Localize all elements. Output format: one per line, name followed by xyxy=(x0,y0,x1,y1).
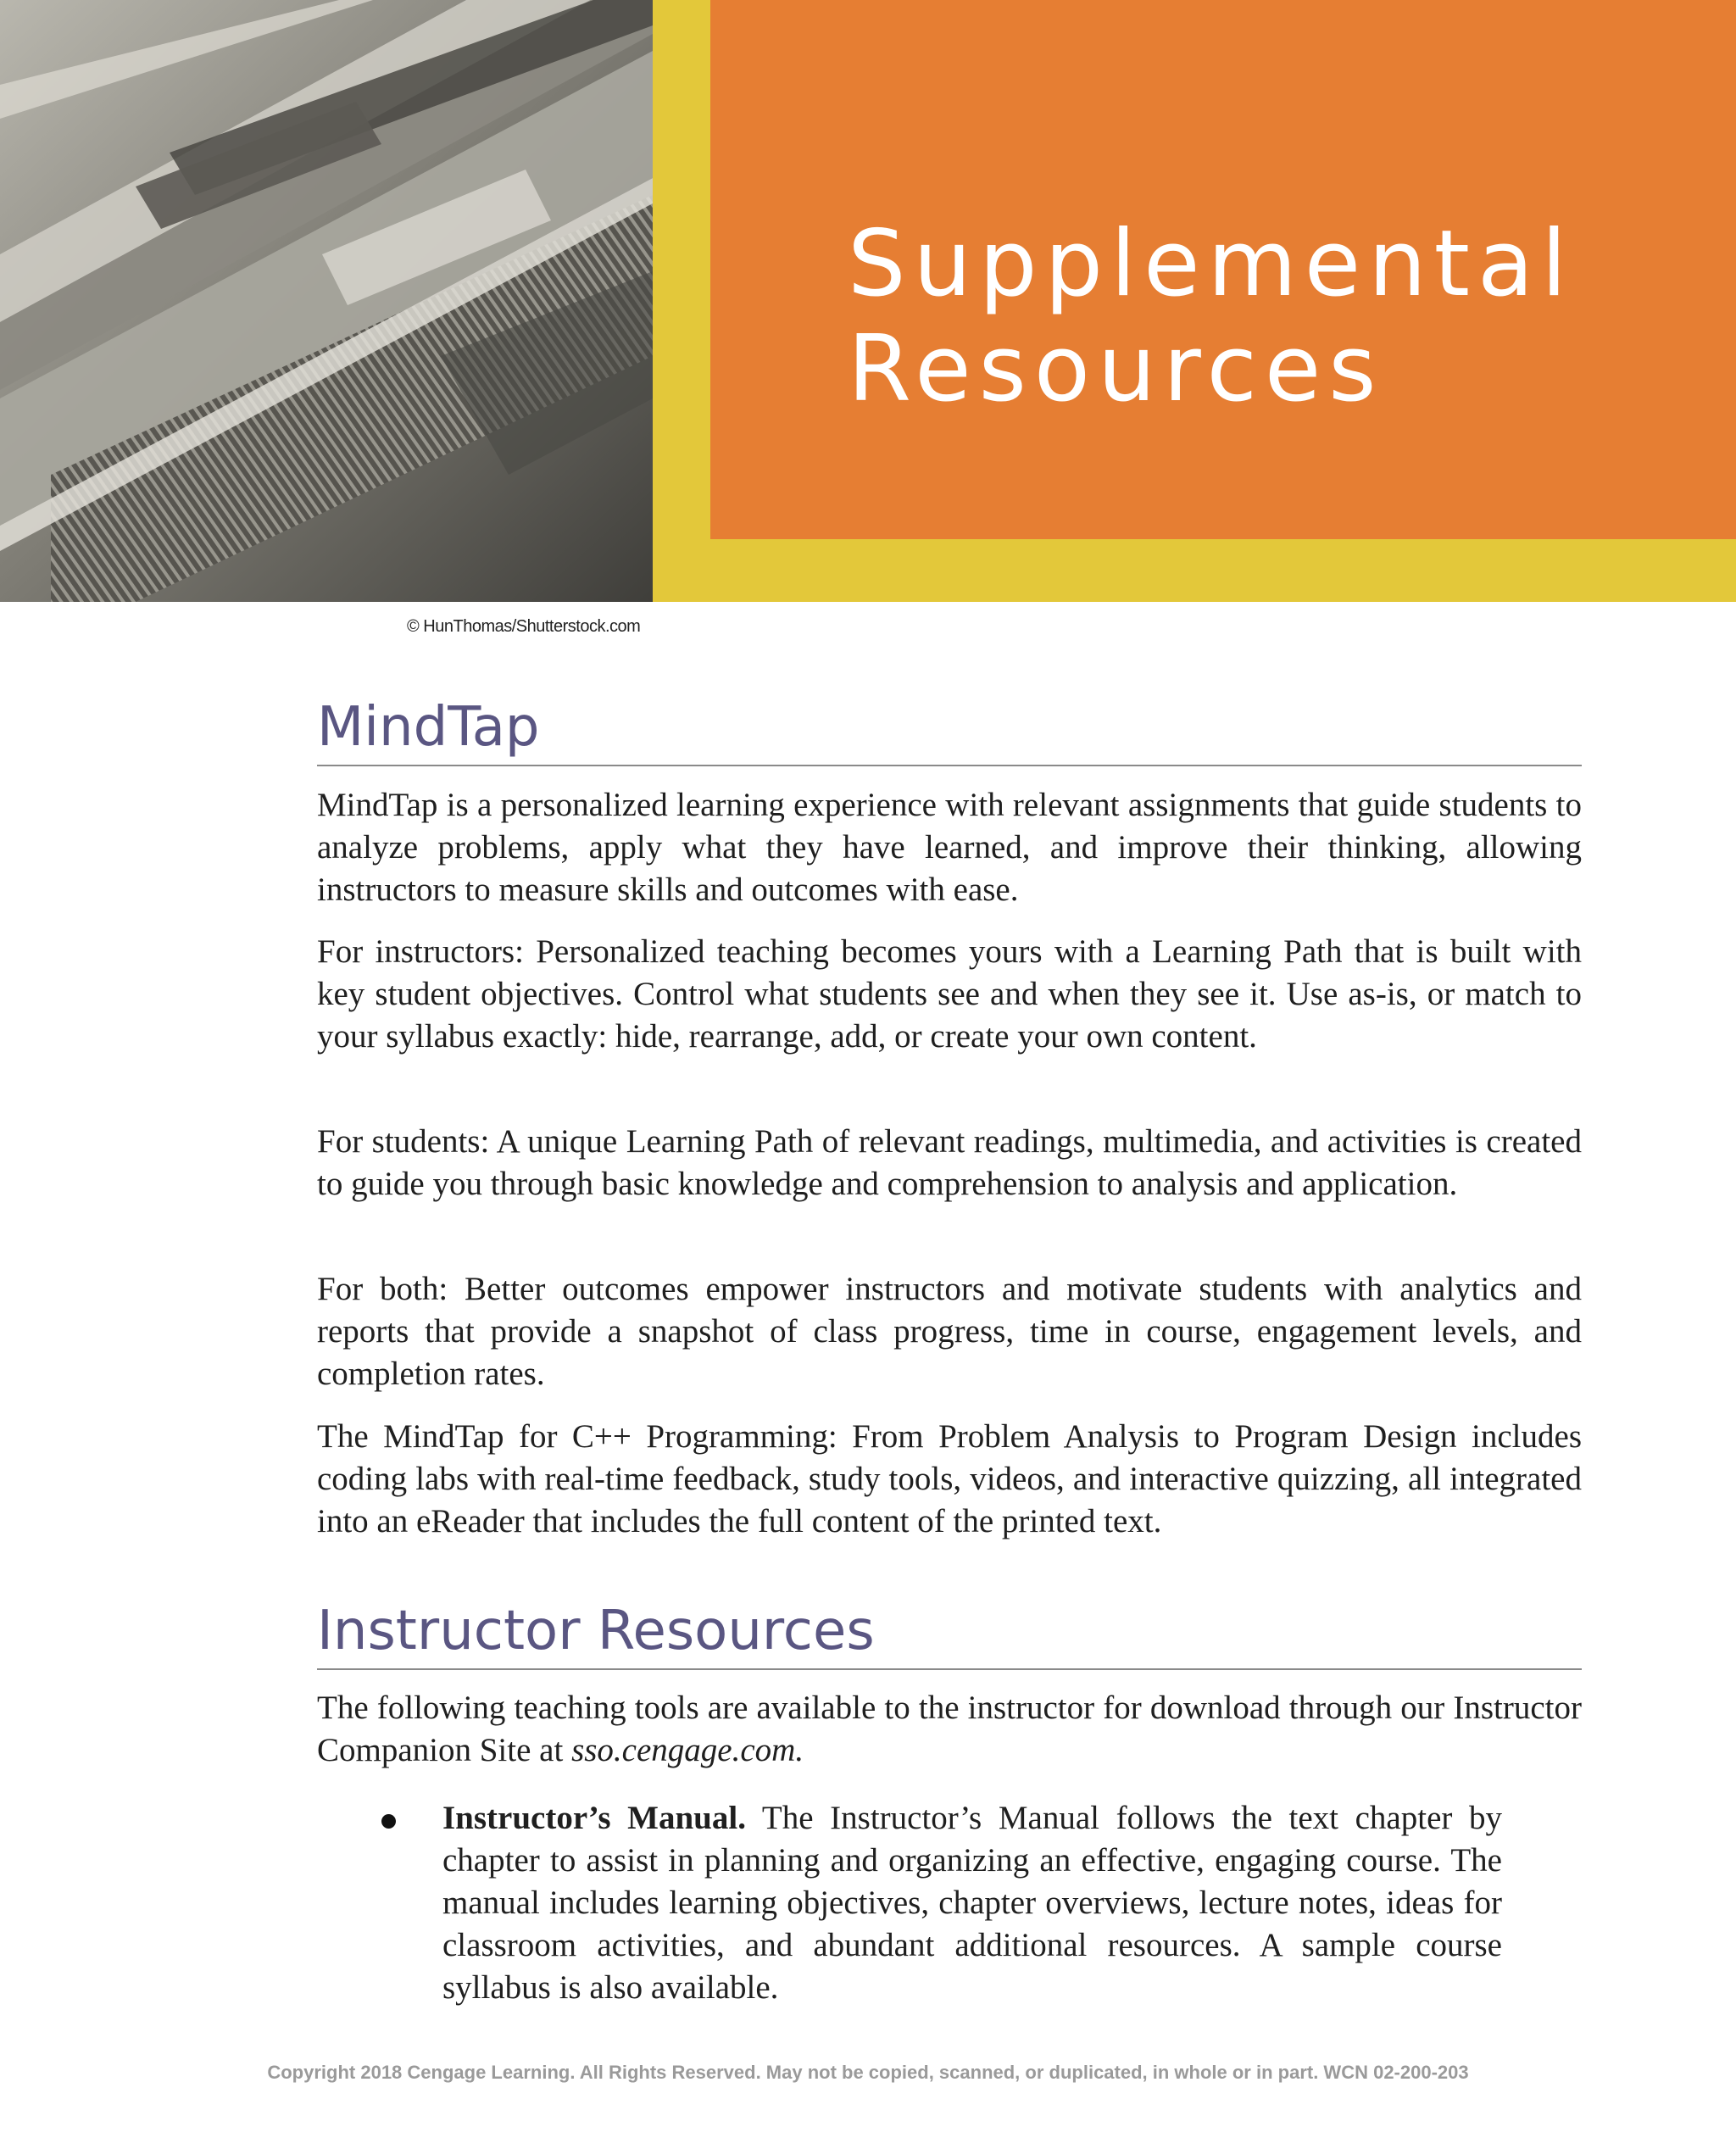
instructor-site-link[interactable]: sso.cengage.com. xyxy=(571,1732,804,1768)
bullet-description: The Instructor’s Manual follows the text chapter by chapter to assist in planning and organizing an effective, engaging course. The manual includes learning objectives, chapter overviews, lecture notes, ideas for classroom activities, and abundant additional resources. A sample course syllabus is also available. xyxy=(442,1800,1502,2006)
section-heading-instructor-resources: Instructor Resources xyxy=(317,1599,1582,1670)
mindtap-paragraph-4: For both: Better outcomes empower instructors and motivate students with analytics and reports that provide a snapshot of class progress, time in course, engagement levels, and completion rates. xyxy=(317,1271,1582,1392)
copyright-notice: Copyright 2018 Cengage Learning. All Rights Reserved. May not be copied, scanned, or duplicated, in whole or in part. WCN 02-200-203 xyxy=(267,2062,1469,2083)
mindtap-paragraph-1: MindTap is a personalized learning experience with relevant assignments that guide students to analyze problems, apply what they have learned, and improve their thinking, allowing instructors to measure skills and outcomes with ease. xyxy=(317,787,1582,908)
bullet-icon xyxy=(381,1814,396,1829)
chapter-title xyxy=(848,212,1574,422)
mindtap-paragraph-5: The MindTap for C++ Programming: From Problem Analysis to Program Design includes coding labs with real-time feedback, study tools, videos, and interactive quizzing, all integrated into an eReader that includes the full content of the printed text. xyxy=(317,1418,1582,1539)
section-heading-mindtap: MindTap xyxy=(317,695,1582,766)
photo-credit: © HunThomas/Shutterstock.com xyxy=(407,617,641,636)
instructor-intro-text: The following teaching tools are available to the instructor for download through our Instructor Companion Site at xyxy=(317,1690,1582,1768)
cover-photo xyxy=(0,0,653,602)
chapter-title-line2: Resources xyxy=(848,316,1384,422)
chapter-title-line1: Supplemental xyxy=(848,211,1575,317)
instructor-intro xyxy=(317,1687,1582,1772)
bullet-title: Instructor’s Manual. xyxy=(442,1800,746,1836)
mindtap-paragraph-3: For students: A unique Learning Path of relevant readings, multimedia, and activities is created to guide you through basic knowledge and comprehension to analysis and application. xyxy=(317,1123,1582,1202)
bullet-text xyxy=(442,1797,1502,2009)
mindtap-paragraph-2: For instructors: Personalized teaching becomes yours with a Learning Path that is built with key student objectives. Control what students see and when they see it. Use as-is, or match to your syllabus exactly: hide, rearrange, add, or create your own content. xyxy=(317,933,1582,1055)
